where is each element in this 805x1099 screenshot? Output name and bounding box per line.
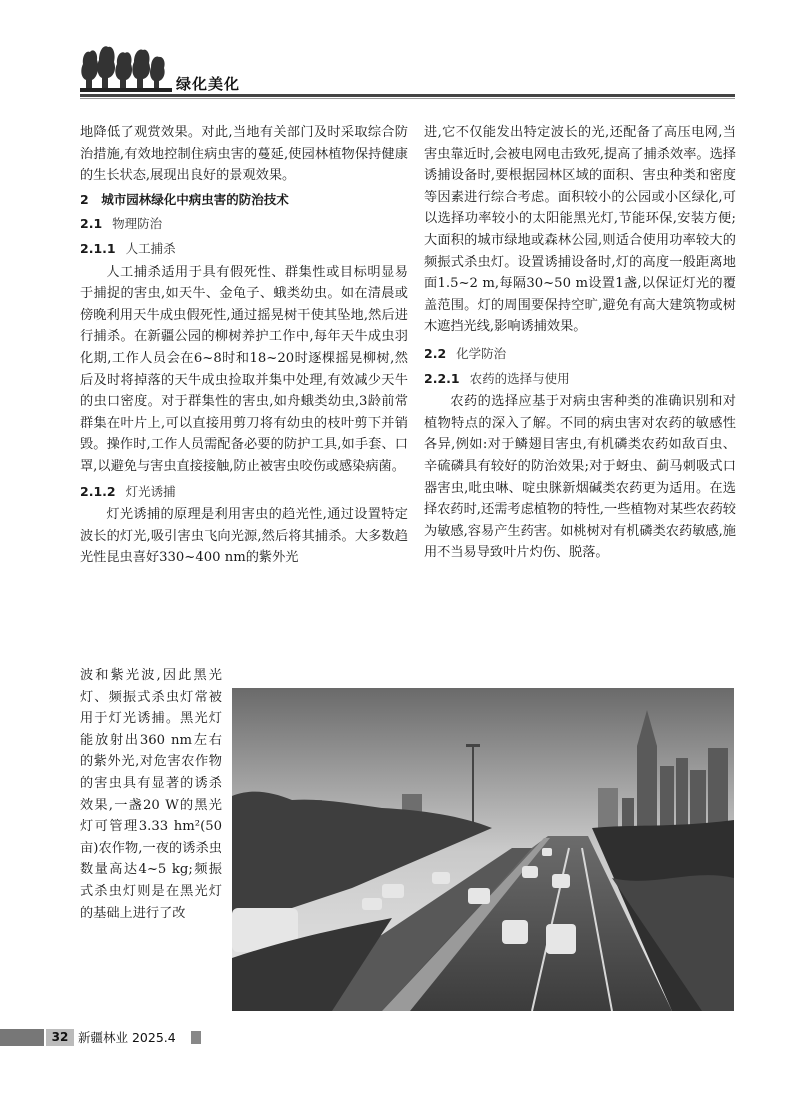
heading-text: 农药的选择与使用 — [469, 370, 570, 386]
heading-2-2 — [424, 343, 736, 365]
header-rule — [80, 94, 735, 97]
right-column — [424, 122, 736, 564]
wrapped-text-column — [80, 665, 222, 924]
page-number: 32 — [46, 1029, 74, 1046]
journal-name: 新疆林业 2025.4 — [78, 1030, 176, 1045]
footer-bar — [0, 1029, 44, 1046]
heading-number: 2.1.2 — [80, 483, 116, 499]
paragraph: 进,它不仅能发出特定波长的光,还配备了高压电网,当害虫靠近时,会被电网电击致死,提高了捕杀效率。选择诱捕设备时,要根据园林区域的面积、害虫种类和密度等因素进行综合考虑。面积较小的公园或小区绿化,可以选择功率较小的太阳能黑光灯,节能环保,安装方便;大面积的城市绿地或森林公园,则适合使用功率较大的频振式杀虫灯。设置诱捕设备时,灯的高度一般距离地面1.5~2 m,每隔30~50 m设置1盏,以保证灯光的覆盖范围。灯的周围要保持空旷,避免有高大建筑物或树木遮挡光线,影响诱捕效果。 — [424, 125, 736, 335]
paragraph: 灯光诱捕的原理是利用害虫的趋光性,通过设置特定波长的灯光,吸引害虫飞向光源,然后将其捕杀。大多数趋光性昆虫喜好330~400 nm的紫外光 — [80, 507, 408, 566]
heading-section-2: 2 城市园林绿化中病虫害的防治技术 — [80, 191, 289, 207]
paragraph: 农药的选择应基于对病虫害种类的准确识别和对植物特点的深入了解。不同的病虫害对农药的敏感性各异,例如:对于鳞翅目害虫,有机磷类农药如敌百虫、辛硫磷具有较好的防治效果;对于蚜虫、蓟马刺吸式口器害虫,吡虫啉、啶虫脒新烟碱类农药更为适用。在选择农药时,还需考虑植物的特性,一些植物对某些农药较为敏感,容易产生药害。如桃树对有机磷类农药敏感,施用不当易导致叶片灼伤、脱落。 — [424, 394, 736, 561]
header-rule-thin — [80, 98, 735, 99]
heading-number: 2.2 — [424, 345, 447, 361]
heading-number: 2.2.1 — [424, 370, 460, 386]
heading-2-1-1 — [80, 238, 408, 260]
heading-2-1-2 — [80, 481, 408, 503]
heading-text: 人工捕杀 — [125, 240, 176, 256]
heading-text: 灯光诱捕 — [125, 483, 176, 499]
heading-text: 物理防治 — [112, 216, 163, 232]
footer-box — [191, 1031, 201, 1044]
heading-number: 2.1 — [80, 216, 103, 232]
heading-number: 2.1.1 — [80, 240, 116, 256]
section-title: 绿化美化 — [176, 75, 241, 93]
paragraph: 波和紫光波,因此黑光灯、频振式杀虫灯常被用于灯光诱捕。黑光灯能放射出360 nm左右的紫外光,对危害农作物的害虫具有显著的诱杀效果,一盏20 W的黑光灯可管理3.33 hm²(50亩)农作物,一夜的诱杀虫数量高达4~5 kg;频振式杀虫灯则是在黑光灯的基础上进行了改 — [80, 668, 222, 921]
tree-logo-icon — [80, 42, 172, 92]
paragraph: 人工捕杀适用于具有假死性、群集性或目标明显易于捕捉的害虫,如天牛、金龟子、蛾类幼虫。如在清晨或傍晚利用天牛成虫假死性,通过摇晃树干使其坠地,然后进行捕杀。在新疆公园的柳树养护工作中,每年天牛成虫羽化期,工作人员会在6~8时和18~20时逐棵摇晃柳树,然后及时将掉落的天牛成虫捡取并集中处理,有效减少天牛的虫口密度。对于群集性的害虫,如舟蛾类幼虫,3龄前常群集在叶片上,可以直接用剪刀将有幼虫的枝叶剪下并销毁。操作时,工作人员需配备必要的防护工具,如手套、口罩,以避免与害虫直接接触,防止被害虫咬伤或感染病菌。 — [80, 264, 408, 474]
left-column — [80, 122, 408, 569]
paragraph: 地降低了观赏效果。对此,当地有关部门及时采取综合防治措施,有效地控制住病虫害的蔓延,使园林植物保持健康的生长状态,展现出良好的景观效果。 — [80, 125, 408, 184]
city-highway-photo — [232, 688, 734, 1011]
heading-2-1 — [80, 213, 408, 235]
heading-2-2-1 — [424, 368, 736, 390]
heading-text: 化学防治 — [456, 345, 507, 361]
